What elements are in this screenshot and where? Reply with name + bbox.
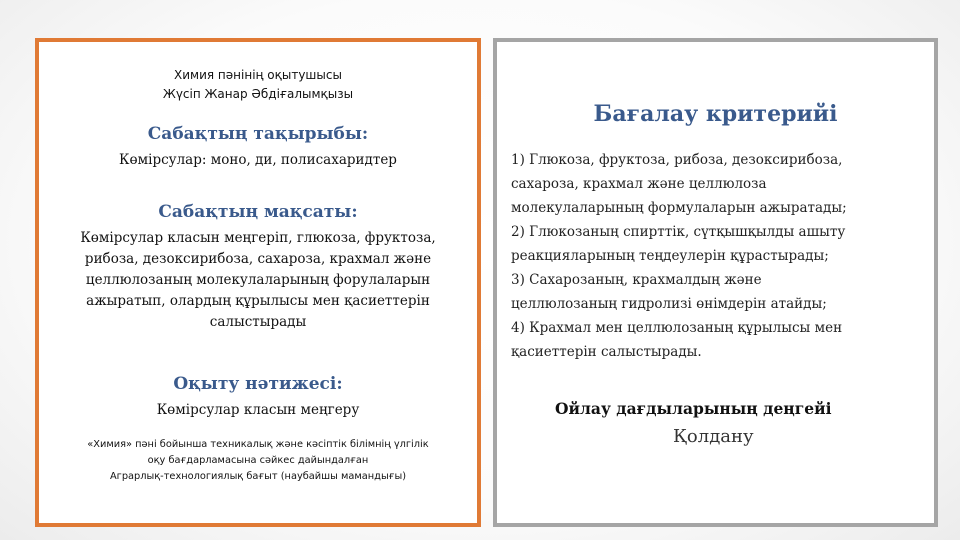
goal-line: Көмірсулар класын меңгеріп, глюкоза, фруктоза, (80, 230, 436, 246)
criteria-line: қасиеттерін салыстырады. (511, 344, 702, 360)
note-line: «Химия» пәні бойынша техникалық және кәсіптік білімнің үлгілік (87, 439, 429, 450)
criteria-line: молекулаларының формулаларын ажыратады; (511, 200, 847, 216)
note-line: Аграрлық-технологиялық бағыт (наубайшы мамандығы) (109, 471, 407, 482)
author-role: Химия пәнінің оқытушысы (174, 68, 342, 82)
outcome-text: Көмірсулар класын меңгеру (156, 402, 360, 418)
criteria-line: 4) Крахмал мен целлюлозаның құрылысы мен (511, 320, 843, 336)
goal-line: ажыратып, олардың құрылысы мен қасиеттерін (86, 293, 430, 309)
goal-line: салыстырады (209, 314, 307, 330)
goal-text (47, 228, 469, 333)
criteria-line: 2) Глюкозаның спирттік, сүтқышқылды ашыту (511, 224, 846, 240)
topic-heading: Сабақтың тақырыбы: (147, 124, 369, 144)
curriculum-note (39, 437, 477, 485)
topic-text: Көмірсулар: моно, ди, полисахаридтер (119, 152, 397, 168)
assessment-title: Бағалау критерийі (593, 101, 838, 127)
note-line: оқу бағдарламасына сәйкес дайындалған (147, 455, 369, 466)
criteria-line: 1) Глюкоза, фруктоза, рибоза, дезоксирибоза, (511, 152, 843, 168)
criteria-line: 3) Сахарозаның, крахмалдың және (511, 272, 762, 288)
goal-line: рибоза, дезоксирибоза, сахароза, крахмал және (84, 251, 432, 267)
goal-line: целлюлозаның молекулаларының форулаларын (85, 272, 431, 288)
criteria-list (511, 148, 920, 364)
criteria-line: сахароза, крахмал және целлюлоза (511, 176, 767, 192)
outcome-heading: Оқыту нәтижесі: (173, 374, 343, 394)
goal-heading: Сабақтың мақсаты: (158, 202, 358, 222)
criteria-line: целлюлозаның гидролизі өнімдерін атайды; (511, 296, 827, 312)
author-name: Жүсіп Жанар Әбдіғалымқызы (162, 87, 354, 101)
assessment-panel (493, 38, 938, 527)
thinking-level-heading: Ойлау дағдыларының деңгейі (555, 399, 832, 418)
criteria-line: реакцияларының теңдеулерін құрастырады; (511, 248, 829, 264)
lesson-info-panel (35, 38, 481, 527)
thinking-level-value: Қолдану (673, 426, 754, 447)
